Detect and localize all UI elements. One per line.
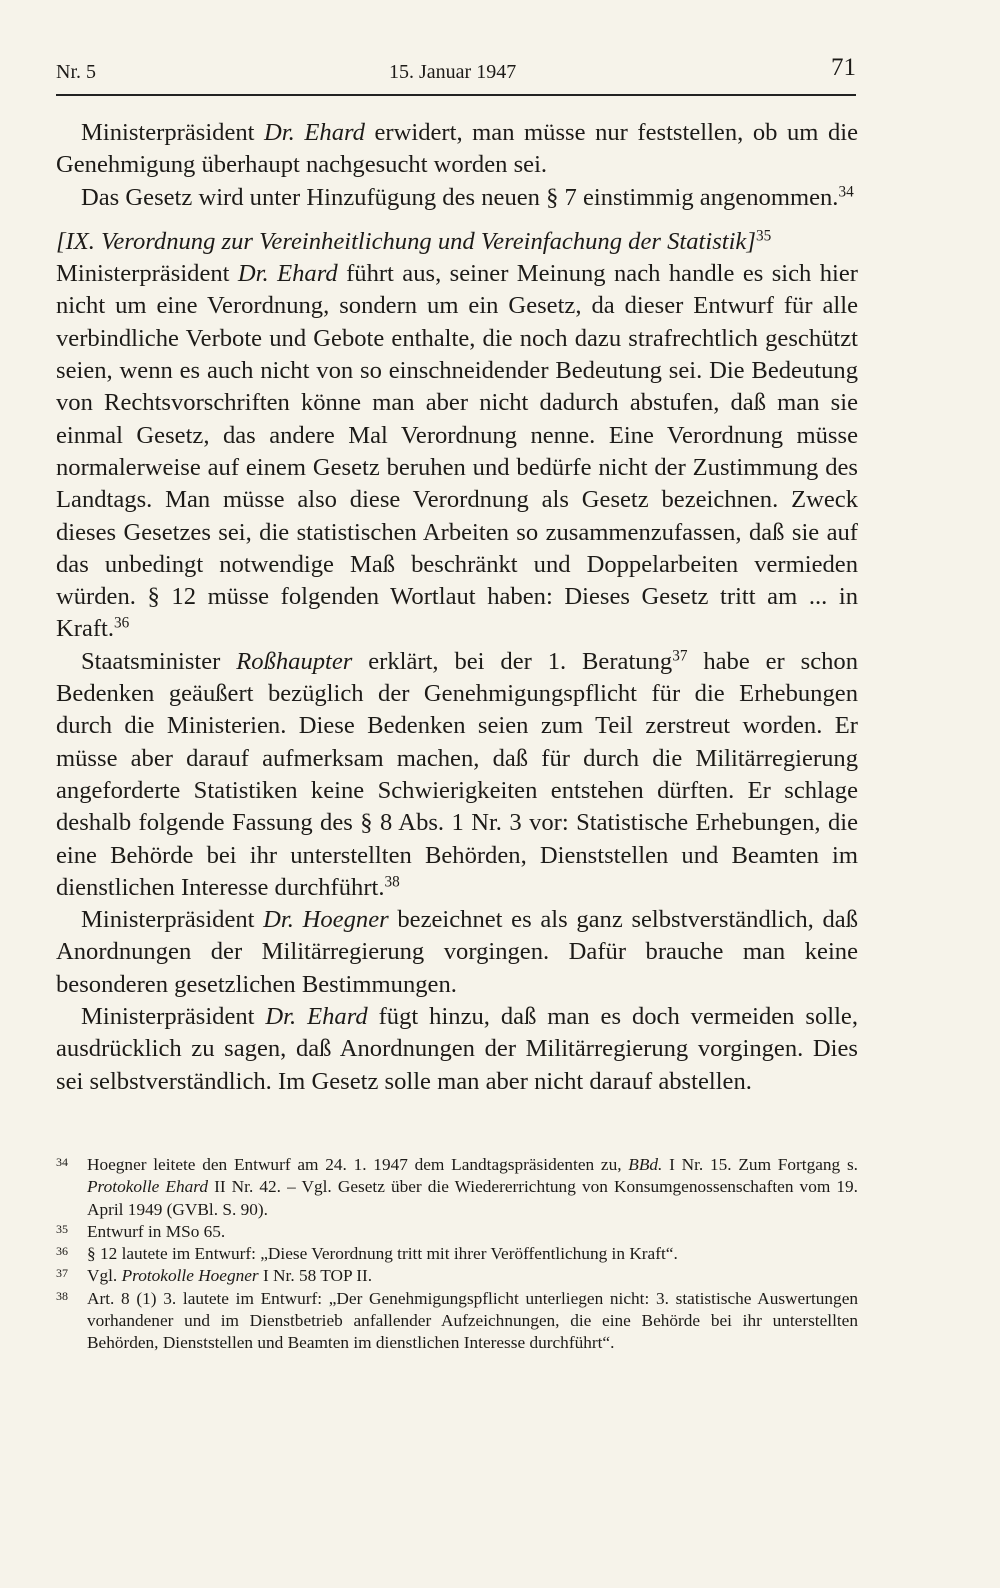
- main-text: [56, 117, 858, 1098]
- footnote-ref-38[interactable]: 38: [384, 873, 400, 891]
- footnote-ref-36[interactable]: 36: [114, 615, 130, 633]
- paragraph-2: Das Gesetz wird unter Hinzufügung des neuen § 7 einstimmig angenommen.$^{34}$: [81, 183, 854, 211]
- footnote-ref-35[interactable]: 35: [755, 227, 772, 245]
- paragraph-6: Ministerpräsident Dr. Ehard fügt hinzu, daß man es doch vermeiden solle, ausdrücklich zu sagen, daß Anordnungen der Militärregierung vorgingen. Dies sei selbstverständlich. Im Gesetz solle man aber nicht darauf abstellen.: [56, 1003, 858, 1095]
- issue-number: Nr. 5: [56, 61, 96, 83]
- title-dr: Dr.: [264, 119, 295, 146]
- footnote-38: 38 Art. 8 (1) 3. lautete im Entwurf: „Der Genehmigungspflicht unterliegen nicht: 3. statistische Auswertungen vorhandener und im Dienstbetrieb anfallender Aufzeichnungen, die eine Behörde bei ihr unterstellten Behörden, Dienststellen und Beamten im dienstlichen Interesse durchführt“.: [56, 1288, 858, 1353]
- session-date: 15. Januar 1947: [389, 61, 517, 83]
- page-number: 71: [831, 54, 856, 81]
- footnote-number: 34: [56, 1155, 68, 1169]
- footnote-37: 37 Vgl. Protokolle Hoegner I Nr. 58 TOP II.: [56, 1266, 373, 1286]
- title-dr: Dr.: [265, 1003, 297, 1031]
- paragraph-5: Ministerpräsident Dr. Hoegner bezeichnet es als ganz selbstverständlich, daß Anordnungen der Militärregierung vorgingen. Dafür brauche man keine besonderen gesetzlichen Bestimmungen.: [56, 906, 858, 998]
- speaker-name: Ehard: [304, 119, 365, 146]
- footnote-36: 36 § 12 lautete im Entwurf: „Diese Verordnung tritt mit ihrer Veröffentlichung in Kraft“.: [56, 1244, 678, 1264]
- title-dr: Dr.: [263, 906, 294, 934]
- speaker-name: Ehard: [307, 1003, 368, 1031]
- speaker-name: Hoegner: [302, 906, 389, 934]
- speaker-name: Ehard: [277, 260, 338, 288]
- footnote-35: 35 Entwurf in MSo 65.: [56, 1221, 226, 1241]
- running-header: [56, 54, 856, 96]
- agenda-heading: [IX. Verordnung zur Vereinheitlichung und Vereinfachung der Statistik]$^{35}$: [56, 227, 772, 255]
- footnote-number: 36: [56, 1244, 68, 1259]
- title-dr: Dr.: [237, 260, 269, 288]
- footnote-ref-37[interactable]: 37: [672, 647, 688, 665]
- footnote-ref-34[interactable]: 34: [838, 183, 854, 201]
- paragraph-3: Ministerpräsident Dr. Ehard führt aus, seiner Meinung nach handle es sich hier nicht um eine Verordnung, sondern um ein Gesetz, da dieser Entwurf für alle verbindliche Verbote und Gebote enthalte, die noch dazu strafrechtlich geschützt seien, wenn es auch nicht von so einschneidender Bedeutung sei. Die Bedeutung von Rechtsvorschriften könne man aber nicht dadurch abstufen, daß man sie einmal Gesetz, das andere Mal Verordnung nenne. Eine Verordnung müsse normalerweise auf einem Gesetz beruhen und bedürfe nicht der Zustimmung des Landtags. Man müsse also diese Verordnung als Gesetz bezeichnen. Zweck dieses Gesetzes sei, die statistischen Arbeiten so zusammenzufassen, daß sie auf das unbedingt notwendige Maß beschränkt und Doppelarbeiten vermieden würden. § 12 müsse folgenden Wortlaut haben: Dieses Gesetz tritt am ... in Kraft.$^{36}$: [56, 260, 858, 643]
- paragraph-1: Ministerpräsident Dr. Ehard erwidert, man müsse nur feststellen, ob um die Genehmigung überhaupt nachgesucht worden sei.: [56, 119, 858, 179]
- speaker-name: Roßhaupter: [236, 647, 353, 675]
- footnotes: [56, 1154, 858, 1355]
- footnote-number: 38: [56, 1288, 68, 1303]
- footnote-34: 34 Hoegner leitete den Entwurf am 24. 1. 1947 dem Landtagspräsidenten zu, BBd. I Nr. 15. Zum Fortgang s. Protokolle Ehard II Nr. 42. – Vgl. Gesetz über die Wiedererrichtung von Konsumgenossenschaften vom 19. April 1949 (GVBl. S. 90).: [56, 1155, 858, 1219]
- footnote-number: 37: [56, 1266, 68, 1281]
- paragraph-4: Staatsminister Roßhaupter erklärt, bei der 1. Beratung$^{37}$ habe er schon Bedenken geäußert bezüglich der Genehmigungspflicht für die Erhebungen durch die Ministerien. Diese Bedenken seien zum Teil zerstreut worden. Er müsse aber darauf aufmerksam machen, daß für durch die Militärregierung angeforderte Statistiken keine Schwierigkeiten entstehen dürften. Er schlage deshalb folgende Fassung des § 8 Abs. 1 Nr. 3 vor: Statistische Erhebungen, die eine Behörde bei ihr unterstellten Behörden, Dienststellen und Beamten im dienstlichen Interesse durchführt.$^{38}$: [56, 647, 859, 901]
- footnote-number: 35: [56, 1221, 68, 1236]
